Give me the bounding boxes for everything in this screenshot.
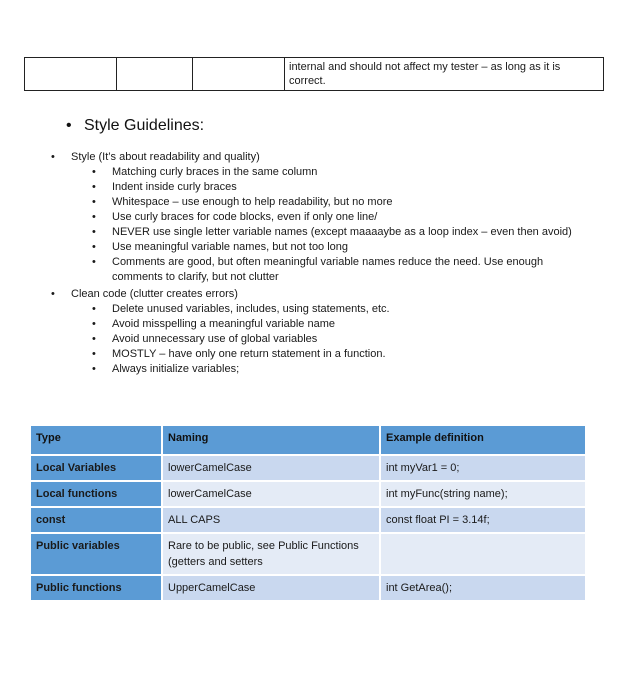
bullet-icon: •	[92, 241, 96, 253]
bullet-icon: •	[92, 256, 96, 268]
bullet-icon: •	[51, 288, 55, 300]
list-item-text: Indent inside curly braces	[112, 181, 237, 193]
top-table-fragment	[24, 57, 604, 91]
bullet-icon: •	[92, 303, 96, 315]
bullet-icon: •	[92, 211, 96, 223]
table-cell	[117, 58, 193, 91]
list-item	[92, 347, 386, 362]
table-cell: ALL CAPS	[163, 508, 379, 532]
list-item-text: Clean code (clutter creates errors)	[71, 288, 238, 300]
bullet-icon: •	[92, 196, 96, 208]
list-item	[51, 287, 238, 302]
bullet-icon: •	[66, 117, 72, 134]
table-row	[31, 508, 585, 532]
list-item	[92, 225, 572, 240]
bullet-icon: •	[92, 226, 96, 238]
list-item	[92, 362, 240, 377]
bullet-icon: •	[92, 363, 96, 375]
table-cell: Public variables	[31, 534, 161, 574]
table-row	[25, 58, 604, 91]
list-item-text: Use meaningful variable names, but not too long	[112, 241, 349, 253]
list-item-text: Use curly braces for code blocks, even if only one line/	[112, 211, 378, 223]
table-cell: const float PI = 3.14f;	[381, 508, 585, 532]
table-cell	[193, 58, 285, 91]
list-item	[92, 332, 318, 347]
bullet-icon: •	[92, 181, 96, 193]
list-item-text: Avoid misspelling a meaningful variable name	[112, 318, 335, 330]
table-cell: Public functions	[31, 576, 161, 600]
table-cell: lowerCamelCase	[163, 482, 379, 506]
table-cell: Local Variables	[31, 456, 161, 480]
naming-conventions-table	[29, 424, 587, 602]
table-cell: internal and should not affect my tester – as long as it is correct.	[285, 58, 604, 91]
table-row	[31, 482, 585, 506]
header-cell-type: Type	[31, 426, 161, 454]
list-item	[92, 165, 318, 180]
list-item	[92, 317, 335, 332]
list-item	[92, 302, 390, 317]
bullet-icon: •	[92, 348, 96, 360]
list-item-text: Style (It’s about readability and quality)	[71, 151, 260, 163]
table-row	[31, 456, 585, 480]
list-item-text: Delete unused variables, includes, using statements, etc.	[112, 303, 390, 315]
bullet-icon: •	[92, 318, 96, 330]
list-item-text: Whitespace – use enough to help readability, but no more	[112, 196, 393, 208]
table-cell: Local functions	[31, 482, 161, 506]
bullet-icon: •	[92, 166, 96, 178]
table-cell: int GetArea();	[381, 576, 585, 600]
bullet-icon: •	[92, 333, 96, 345]
table-cell: Rare to be public, see Public Functions (getters and setters	[163, 534, 379, 574]
heading-text: Style Guidelines:	[84, 117, 205, 134]
list-item-text: Matching curly braces in the same column	[112, 166, 318, 178]
table-row	[31, 576, 585, 600]
list-item-text: NEVER use single letter variable names (except maaaaybe as a loop index – even then avoid)	[112, 226, 572, 238]
list-item-text: Avoid unnecessary use of global variables	[112, 333, 318, 345]
table-row	[31, 534, 585, 574]
table-cell: UpperCamelCase	[163, 576, 379, 600]
list-item-text: MOSTLY – have only one return statement in a function.	[112, 348, 386, 360]
header-cell-naming: Naming	[163, 426, 379, 454]
list-item	[92, 195, 393, 210]
table-header-row	[31, 426, 585, 454]
table-cell	[25, 58, 117, 91]
table-cell	[381, 534, 585, 574]
list-item	[92, 255, 582, 285]
list-item-text: Always initialize variables;	[112, 363, 240, 375]
section-heading	[66, 117, 204, 135]
header-cell-example: Example definition	[381, 426, 585, 454]
list-item	[51, 150, 260, 165]
table-cell: int myFunc(string name);	[381, 482, 585, 506]
bullet-icon: •	[51, 151, 55, 163]
list-item	[92, 240, 349, 255]
table-cell: int myVar1 = 0;	[381, 456, 585, 480]
list-item	[92, 180, 237, 195]
table-cell: lowerCamelCase	[163, 456, 379, 480]
list-item-text: Comments are good, but often meaningful variable names reduce the need. Use enough comments to clarify, but not clutter	[112, 256, 544, 283]
table-cell: const	[31, 508, 161, 532]
list-item	[92, 210, 378, 225]
